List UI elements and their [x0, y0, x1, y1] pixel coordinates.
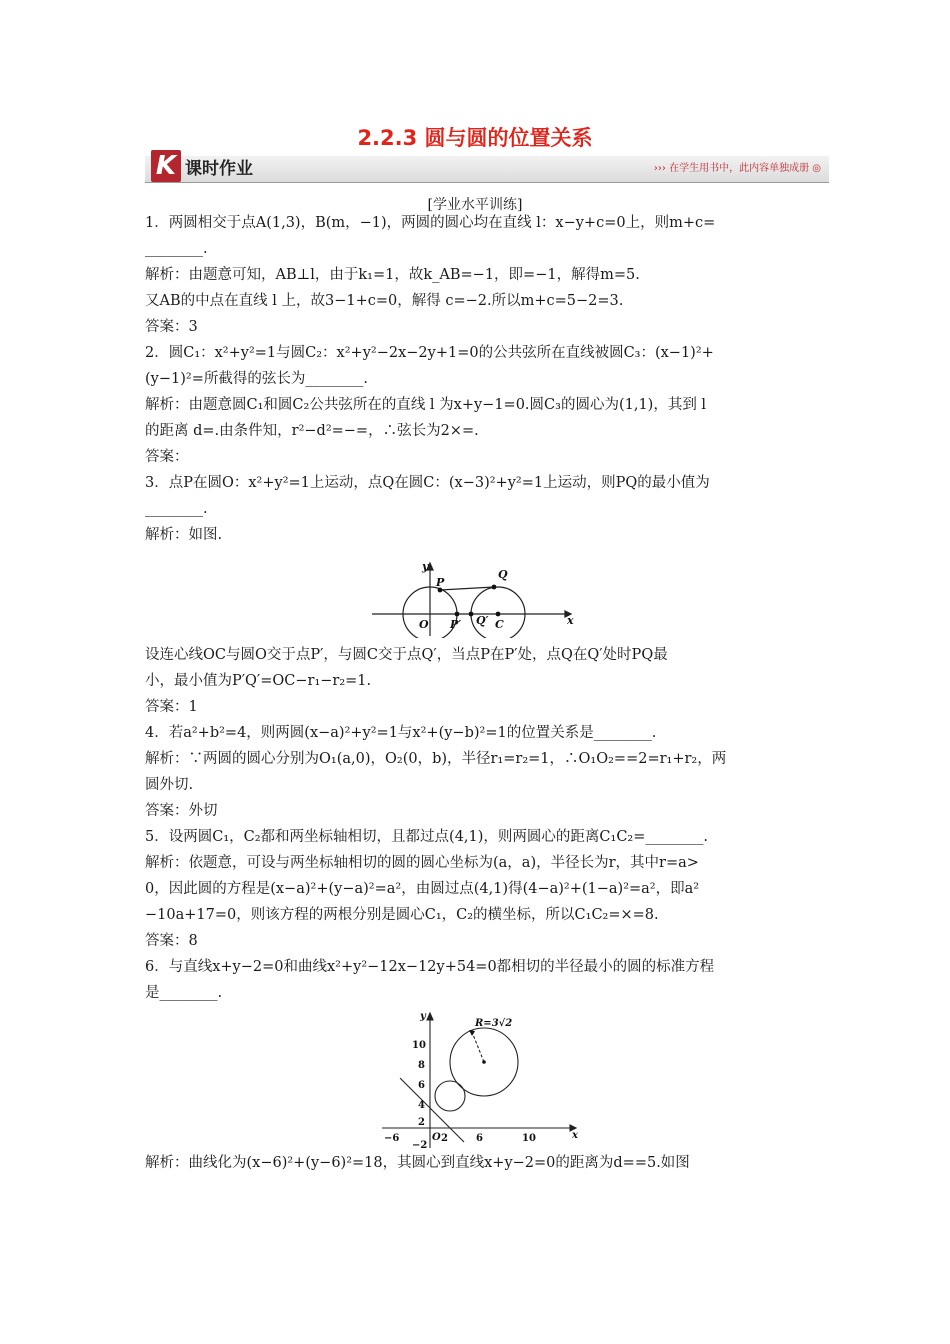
- text-line: 答案：1: [145, 699, 198, 715]
- text-line: 解析：依题意，可设与两坐标轴相切的圆的圆心坐标为(a，a)，半径长为r，其中r=a>: [145, 855, 699, 871]
- text-line: 圆外切.: [145, 777, 194, 793]
- text-line: 2．圆C₁：x²+y²=1与圆C₂：x²+y²−2x−2y+1=0的公共弦所在直线被圆C₃：(x−1)²+: [145, 345, 714, 361]
- figure-tangent-circles: [380, 1010, 580, 1150]
- figure-two-circles: [370, 558, 580, 638]
- x-label: x: [572, 1130, 578, 1141]
- p-prime-label: P′: [450, 618, 462, 631]
- radius-arrow-icon: [469, 1030, 475, 1036]
- text-line: 答案：3: [145, 319, 198, 335]
- q-label: Q: [498, 568, 508, 581]
- text-line: ________.: [145, 241, 208, 257]
- text-line: 解析：由题意圆C₁和圆C₂公共弦所在的直线 l 为x+y−1=0.圆C₃的圆心为(1,1)，其到 l: [145, 397, 707, 413]
- text-line: 5．设两圆C₁，C₂都和两坐标轴相切，且都过点(4,1)，则两圆心的距离C₁C₂=________.: [145, 829, 708, 845]
- text-line: 是________.: [145, 985, 223, 1001]
- page-title: 2.2.3 圆与圆的位置关系: [357, 126, 593, 150]
- y-tick: −2: [412, 1140, 428, 1150]
- x-label: x: [567, 614, 574, 627]
- y-tick: 8: [418, 1060, 425, 1071]
- banner-label: 课时作业: [185, 159, 253, 179]
- radius-label: R=3√2: [475, 1018, 513, 1029]
- text-line: 解析：如图.: [145, 527, 223, 543]
- c-label: C: [495, 618, 504, 631]
- y-axis-arrow: [427, 1013, 433, 1020]
- text-line: 答案：外切: [145, 803, 218, 819]
- k-logo-icon: K: [151, 150, 181, 182]
- section-heading: [学业水平训练]: [427, 197, 523, 213]
- y-tick: 4: [418, 1100, 425, 1111]
- text-line: −10a+17=0，则该方程的两根分别是圆心C₁，C₂的横坐标，所以C₁C₂=×=8.: [145, 907, 659, 923]
- y-tick: 10: [412, 1040, 426, 1051]
- text-line: 又AB的中点在直线 l 上，故3−1+c=0，解得 c=−2.所以m+c=5−2=3.: [145, 293, 624, 309]
- exercise-content: [145, 210, 811, 1176]
- text-line: 解析：∵两圆的圆心分别为O₁(a,0)，O₂(0，b)，半径r₁=r₂=1，∴O₁O₂==2=r₁+r₂，两: [145, 751, 727, 767]
- banner-note: ››› 在学生用书中，此内容单独成册 ◎: [653, 163, 821, 174]
- answer-circle: [435, 1081, 465, 1111]
- point-p-prime: [455, 612, 460, 617]
- point-c: [496, 612, 501, 617]
- y-label: y: [420, 1011, 426, 1022]
- text-line: (y−1)²=所截得的弦长为________.: [145, 371, 368, 387]
- text-line: 4．若a²+b²=4，则两圆(x−a)²+y²=1与x²+(y−b)²=1的位置关系是________.: [145, 725, 657, 741]
- text-line: 设连心线OC与圆O交于点P′，与圆C交于点Q′，当点P在P′处，点Q在Q′处时PQ最: [145, 647, 668, 663]
- text-line: 1．两圆相交于点A(1,3)，B(m，−1)，两圆的圆心均在直线 l：x−y+c=0上，则m+c=: [145, 215, 716, 231]
- x-tick: 2: [441, 1133, 448, 1144]
- origin-label: O: [419, 618, 429, 631]
- p-label: P: [436, 576, 445, 589]
- y-tick: 2: [418, 1117, 425, 1128]
- text-line: 6．与直线x+y−2=0和曲线x²+y²−12x−12y+54=0都相切的半径最小的圆的标准方程: [145, 959, 715, 975]
- text-line: 3．点P在圆O：x²+y²=1上运动，点Q在圆C：(x−3)²+y²=1上运动，则PQ的最小值为: [145, 475, 710, 491]
- text-line: 解析：由题意可知，AB⊥l，由于k₁=1，故k_AB=−1，即=−1，解得m=5.: [145, 267, 640, 283]
- q-prime-label: Q′: [476, 614, 489, 627]
- x-tick: 10: [522, 1133, 536, 1144]
- radius-line: [472, 1032, 484, 1062]
- x-tick: 6: [476, 1133, 483, 1144]
- y-tick: 6: [418, 1080, 425, 1091]
- text-line: 解析：曲线化为(x−6)²+(y−6)²=18，其圆心到直线x+y−2=0的距离为d==5.如图: [145, 1155, 690, 1171]
- y-label: y: [422, 560, 429, 573]
- text-line: 小，最小值为P′Q′=OC−r₁−r₂=1.: [145, 673, 372, 689]
- text-line: 答案：8: [145, 933, 198, 949]
- origin-label: O: [432, 1132, 441, 1143]
- text-line: 的距离 d=.由条件知，r²−d²=−=，∴弦长为2×=.: [145, 423, 479, 439]
- point-q: [492, 585, 497, 590]
- x-tick: −6: [384, 1133, 400, 1144]
- center-point: [482, 1060, 486, 1064]
- text-line: ________.: [145, 501, 208, 517]
- point-q-prime: [469, 612, 474, 617]
- text-line: 答案：: [145, 449, 189, 465]
- text-line: 0，因此圆的方程是(x−a)²+(y−a)²=a²，由圆过点(4,1)得(4−a)²+(1−a)²=a²，即a²: [145, 881, 700, 897]
- homework-banner: [145, 150, 829, 182]
